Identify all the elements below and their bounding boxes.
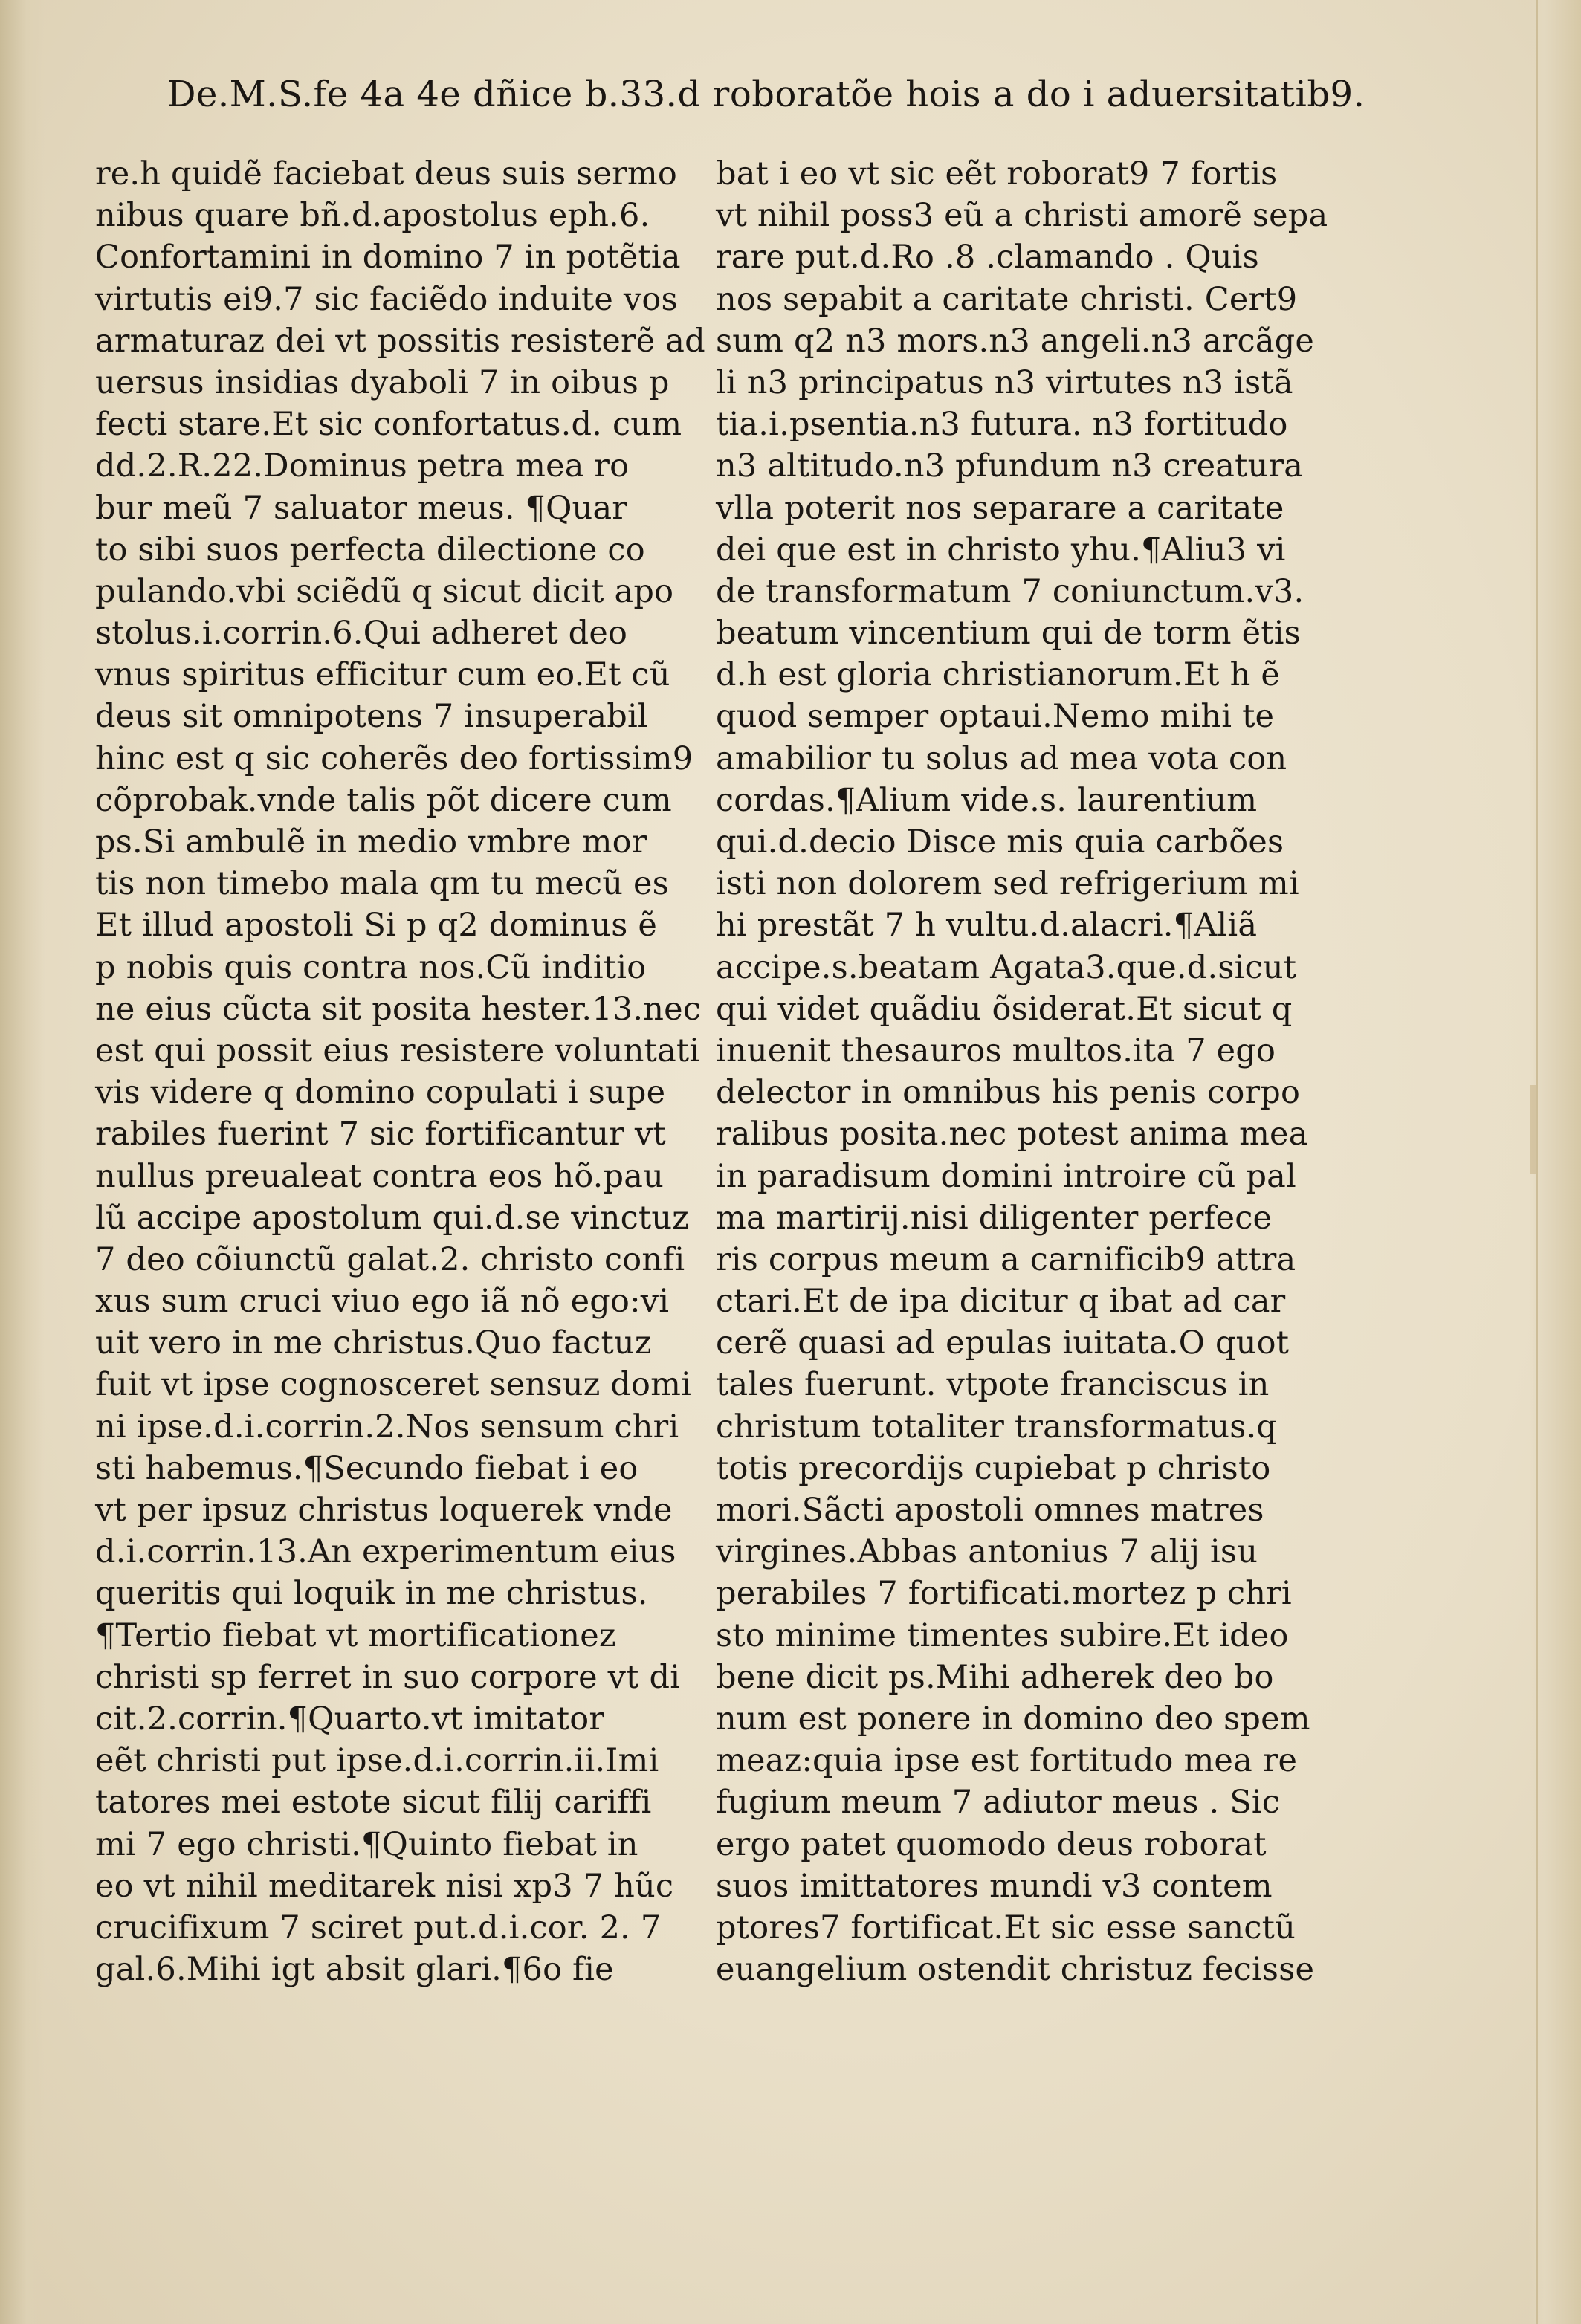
text-line: beatum vincentium qui de torm ẽtis (716, 615, 1301, 653)
text-line: eo vt nihil meditarek nisi xp3 7 hũc (95, 1867, 674, 1905)
text-line: 7 deo cõiunctũ galat.2. christo confi (95, 1240, 685, 1278)
text-line: de transformatum 7 coniunctum.v3. (716, 572, 1304, 610)
text-line: ctari.Et de ipa dicitur q ibat ad car (716, 1283, 1286, 1321)
text-line: re.h quidẽ faciebat deus suis sermo (95, 155, 677, 192)
text-line: crucifixum 7 sciret put.d.i.cor. 2. 7 (95, 1909, 662, 1946)
text-line: ris corpus meum a carnificib9 attra (716, 1240, 1296, 1278)
gutter-shadow (0, 0, 45, 2324)
text-line: christum totaliter transformatus.q (716, 1408, 1278, 1446)
text-line: rare put.d.Ro .8 .clamando . Quis (716, 239, 1259, 276)
text-line: isti non dolorem sed refrigerium mi (716, 865, 1299, 903)
text-line: fecti stare.Et sic confortatus.d. cum (95, 406, 682, 444)
page-edge-line (1536, 0, 1538, 2324)
text-line: Et illud apostoli Si p q2 dominus ẽ (95, 907, 658, 945)
text-line: stolus.i.corrin.6.Qui adheret deo (95, 615, 628, 653)
text-line: hinc est q sic coherẽs deo fortissim9 (95, 739, 693, 777)
text-line: dd.2.R.22.Dominus petra mea ro (95, 447, 630, 485)
text-line: sum q2 n3 mors.n3 angeli.n3 arcãge (716, 322, 1315, 360)
text-line: nullus preualeat contra eos hõ.pau (95, 1157, 664, 1195)
text-line: amabilior tu solus ad mea vota con (716, 739, 1287, 777)
text-line: ne eius cũcta sit posita hester.13.nec (95, 990, 702, 1028)
text-line: Confortamini in domino 7 in potẽtia (95, 239, 681, 276)
text-line: p nobis quis contra nos.Cũ inditio (95, 948, 647, 986)
text-line: tis non timebo mala qm tu mecũ es (95, 865, 669, 903)
text-line: to sibi suos perfecta dilectione co (95, 531, 645, 569)
text-line: suos imittatores mundi v3 contem (716, 1867, 1273, 1905)
text-line: ni ipse.d.i.corrin.2.Nos sensum chri (95, 1408, 679, 1446)
text-line: qui videt quãdiu õsiderat.Et sicut q (716, 990, 1293, 1028)
text-line: sto minime timentes subire.Et ideo (716, 1616, 1289, 1654)
text-line: cordas.¶Alium vide.s. laurentium (716, 781, 1258, 819)
text-line: meaz:quia ipse est fortitudo mea re (716, 1742, 1298, 1780)
text-line: bene dicit ps.Mihi adherek deo bo (716, 1658, 1274, 1696)
text-line: ¶Tertio fiebat vt mortificationez (95, 1616, 616, 1654)
text-line: bur meũ 7 saluator meus. ¶Quar (95, 489, 628, 527)
text-line: queritis qui loquik in me christus. (95, 1575, 648, 1613)
text-line: mi 7 ego christi.¶Quinto fiebat in (95, 1825, 638, 1863)
text-line: accipe.s.beatam Agata3.que.d.sicut (716, 948, 1297, 986)
text-line: mori.Sãcti apostoli omnes matres (716, 1492, 1264, 1529)
text-line: virtutis ei9.7 sic faciẽdo induite vos (95, 280, 678, 318)
text-line: cõprobak.vnde talis põt dicere cum (95, 781, 672, 819)
text-line: d.h est gloria christianorum.Et h ẽ (716, 656, 1281, 694)
text-line: tatores mei estote sicut filij cariffi (95, 1784, 652, 1822)
text-line: n3 altitudo.n3 pfundum n3 creatura (716, 447, 1304, 485)
text-line: sti habemus.¶Secundo fiebat i eo (95, 1449, 638, 1487)
text-line: li n3 principatus n3 virtutes n3 istã (716, 363, 1293, 401)
text-line: armaturaz dei vt possitis resisterẽ ad (95, 322, 705, 360)
text-line: est qui possit eius resistere voluntati (95, 1032, 700, 1069)
text-line: vt nihil poss3 eũ a christi amorẽ sepa (716, 197, 1328, 235)
text-line: ma martirij.nisi diligenter perfece (716, 1199, 1273, 1237)
text-line: d.i.corrin.13.An experimentum eius (95, 1533, 676, 1571)
text-line: ps.Si ambulẽ in medio vmbre mor (95, 823, 647, 861)
text-line: dei que est in christo yhu.¶Aliu3 vi (716, 531, 1286, 569)
page-stain (1530, 1085, 1536, 1174)
text-line: totis precordijs cupiebat p christo (716, 1449, 1271, 1487)
text-line: vlla poterit nos separare a caritate (716, 489, 1284, 527)
text-line: nos sepabit a caritate christi. Cert9 (716, 280, 1298, 318)
text-line: ergo patet quomodo deus roborat (716, 1825, 1267, 1863)
text-line: quod semper optaui.Nemo mihi te (716, 698, 1275, 736)
text-line: pulando.vbi sciẽdũ q sicut dicit apo (95, 572, 674, 610)
text-line: uit vero in me christus.Quo factuz (95, 1324, 652, 1362)
text-line: qui.d.decio Disce mis quia carbões (716, 823, 1284, 861)
text-line: hi prestãt 7 h vultu.d.alacri.¶Aliã (716, 907, 1258, 945)
text-line: bat i eo vt sic eẽt roborat9 7 fortis (716, 155, 1278, 192)
text-line: tales fuerunt. vtpote franciscus in (716, 1366, 1270, 1404)
text-line: nibus quare bñ.d.apostolus eph.6. (95, 197, 650, 235)
text-line: deus sit omnipotens 7 insuperabil (95, 698, 648, 736)
right-column (716, 153, 1328, 1990)
text-line: inuenit thesauros multos.ita 7 ego (716, 1032, 1276, 1069)
text-line: cerẽ quasi ad epulas iuitata.O quot (716, 1324, 1290, 1362)
text-line: vis videre q domino copulati i supe (95, 1074, 666, 1112)
text-line: fugium meum 7 adiutor meus . Sic (716, 1784, 1281, 1822)
running-head: De.M.S.fe 4a 4e dñice b.33.d roboratõe hois a do i aduersitatib9. (167, 74, 1365, 115)
text-line: tia.i.psentia.n3 futura. n3 fortitudo (716, 406, 1288, 444)
text-line: uersus insidias dyaboli 7 in oibus p (95, 363, 670, 401)
text-line: ralibus posita.nec potest anima mea (716, 1116, 1308, 1153)
text-line: christi sp ferret in suo corpore vt di (95, 1658, 681, 1696)
text-line: fuit vt ipse cognosceret sensuz domi (95, 1366, 692, 1404)
text-line: euangelium ostendit christuz fecisse (716, 1951, 1315, 1989)
text-line: gal.6.Mihi igt absit glari.¶6o fie (95, 1951, 614, 1989)
text-line: xus sum cruci viuo ego iã nõ ego:vi (95, 1283, 670, 1321)
text-line: perabiles 7 fortificati.mortez p chri (716, 1575, 1292, 1613)
text-line: eẽt christi put ipse.d.i.corrin.ii.Imi (95, 1742, 659, 1780)
text-line: vt per ipsuz christus loquerek vnde (95, 1492, 673, 1529)
text-line: delector in omnibus his penis corpo (716, 1074, 1301, 1112)
text-line: in paradisum domini introire cũ pal (716, 1157, 1296, 1195)
text-line: num est ponere in domino deo spem (716, 1700, 1310, 1738)
text-line: cit.2.corrin.¶Quarto.vt imitator (95, 1700, 605, 1738)
text-line: virgines.Abbas antonius 7 alij isu (716, 1533, 1258, 1571)
left-column (95, 153, 705, 1990)
text-line: rabiles fuerint 7 sic fortificantur vt (95, 1116, 666, 1153)
text-line: ptores7 fortificat.Et sic esse sanctũ (716, 1909, 1296, 1946)
text-line: lũ accipe apostolum qui.d.se vinctuz (95, 1199, 690, 1237)
text-line: vnus spiritus efficitur cum eo.Et cũ (95, 656, 670, 694)
